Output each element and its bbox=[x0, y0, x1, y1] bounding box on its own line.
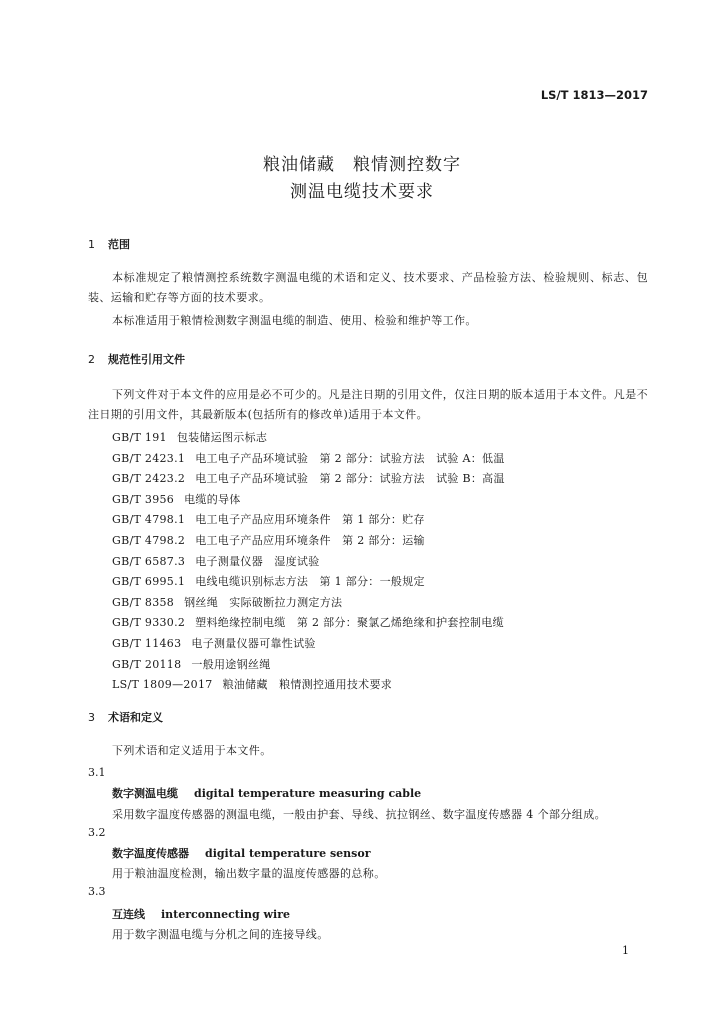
normative-references-list bbox=[112, 428, 505, 696]
term-name-zh: 数字温度传感器 bbox=[112, 847, 189, 860]
reference-code: GB/T 3956 bbox=[112, 492, 175, 506]
section-2-heading bbox=[88, 351, 185, 367]
section-3-intro: 下列术语和定义适用于本文件。 bbox=[112, 744, 272, 757]
term-name-zh: 数字测温电缆 bbox=[112, 787, 178, 800]
reference-title: 电工电子产品应用环境条件 第 1 部分：贮存 bbox=[195, 513, 425, 527]
reference-item bbox=[112, 634, 505, 655]
term-number: 3.3 bbox=[88, 885, 106, 898]
reference-code: GB/T 11463 bbox=[112, 636, 182, 650]
reference-code: GB/T 2423.2 bbox=[112, 472, 186, 486]
section-number: 1 bbox=[88, 238, 95, 251]
term-name-en: digital temperature measuring cable bbox=[194, 787, 422, 800]
term-name bbox=[112, 785, 421, 801]
reference-item bbox=[112, 531, 505, 552]
reference-item bbox=[112, 613, 505, 634]
reference-title: 粮油储藏 粮情测控通用技术要求 bbox=[222, 678, 393, 692]
reference-item bbox=[112, 593, 505, 614]
document-title-line1: 粮油储藏 粮情测控数字 bbox=[263, 155, 461, 175]
reference-item bbox=[112, 552, 505, 573]
page-number: 1 bbox=[622, 944, 629, 957]
section-title: 术语和定义 bbox=[108, 711, 163, 724]
reference-title: 电工电子产品环境试验 第 2 部分：试验方法 试验 A：低温 bbox=[195, 451, 505, 465]
reference-item bbox=[112, 449, 505, 470]
reference-code: GB/T 6587.3 bbox=[112, 554, 186, 568]
reference-title: 电缆的导体 bbox=[184, 492, 241, 506]
term-name bbox=[112, 906, 290, 922]
section-title: 规范性引用文件 bbox=[108, 353, 185, 366]
standard-code: LS/T 1813—2017 bbox=[540, 88, 648, 102]
reference-code: GB/T 6995.1 bbox=[112, 575, 186, 589]
reference-title: 塑料绝缘控制电缆 第 2 部分：聚氯乙烯绝缘和护套控制电缆 bbox=[195, 616, 504, 630]
term-definition: 用于粮油温度检测，输出数字量的温度传感器的总称。 bbox=[112, 867, 386, 880]
section-3-heading bbox=[88, 709, 163, 725]
term-name-zh: 互连线 bbox=[112, 908, 145, 921]
section-1-heading bbox=[88, 236, 130, 252]
reference-code: GB/T 20118 bbox=[112, 657, 182, 671]
reference-title: 电线电缆识别标志方法 第 1 部分：一般规定 bbox=[195, 575, 425, 589]
document-title-line2: 测温电缆技术要求 bbox=[290, 182, 434, 202]
term-name-en: digital temperature sensor bbox=[205, 847, 371, 860]
section-1-paragraph-1: 本标准规定了粮情测控系统数字测温电缆的术语和定义、技术要求、产品检验方法、检验规则、标志、包装、运输和贮存等方面的技术要求。 bbox=[88, 271, 648, 304]
reference-item bbox=[112, 572, 505, 593]
reference-item bbox=[112, 469, 505, 490]
section-title: 范围 bbox=[108, 238, 130, 251]
reference-title: 包装储运图示标志 bbox=[176, 431, 268, 444]
reference-title: 电工电子产品环境试验 第 2 部分：试验方法 试验 B：高温 bbox=[195, 472, 505, 486]
reference-item bbox=[112, 510, 505, 531]
section-2-intro: 下列文件对于本文件的应用是必不可少的。凡是注日期的引用文件，仅注日期的版本适用于本文件。凡是不注日期的引用文件，其最新版本(包括所有的修改单)适用于本文件。 bbox=[88, 388, 648, 421]
section-number: 2 bbox=[88, 353, 95, 366]
reference-code: GB/T 191 bbox=[112, 431, 167, 444]
reference-code: GB/T 8358 bbox=[112, 595, 175, 609]
term-number: 3.2 bbox=[88, 826, 106, 839]
reference-code: GB/T 2423.1 bbox=[112, 451, 186, 465]
section-1-paragraph-2: 本标准适用于粮情检测数字测温电缆的制造、使用、检验和维护等工作。 bbox=[112, 314, 477, 327]
reference-title: 电工电子产品应用环境条件 第 2 部分：运输 bbox=[195, 533, 425, 547]
reference-title: 钢丝绳 实际破断拉力测定方法 bbox=[184, 595, 343, 609]
term-definition: 用于数字测温电缆与分机之间的连接导线。 bbox=[112, 928, 329, 941]
reference-code: GB/T 4798.2 bbox=[112, 533, 186, 547]
term-definition: 采用数字温度传感器的测温电缆，一般由护套、导线、抗拉钢丝、数字温度传感器 4 个部分组成。 bbox=[112, 808, 606, 821]
term-name bbox=[112, 845, 371, 861]
reference-code: GB/T 4798.1 bbox=[112, 513, 186, 527]
term-number: 3.1 bbox=[88, 766, 106, 779]
reference-title: 一般用途钢丝绳 bbox=[191, 657, 271, 671]
term-name-en: interconnecting wire bbox=[161, 908, 290, 921]
reference-item bbox=[112, 490, 505, 511]
section-number: 3 bbox=[88, 711, 95, 724]
reference-title: 电子测量仪器 湿度试验 bbox=[195, 554, 320, 568]
reference-item bbox=[112, 655, 505, 676]
reference-title: 电子测量仪器可靠性试验 bbox=[191, 636, 316, 650]
reference-item bbox=[112, 675, 505, 696]
reference-code: LS/T 1809—2017 bbox=[112, 678, 213, 692]
reference-code: GB/T 9330.2 bbox=[112, 616, 186, 630]
reference-item bbox=[112, 428, 505, 449]
